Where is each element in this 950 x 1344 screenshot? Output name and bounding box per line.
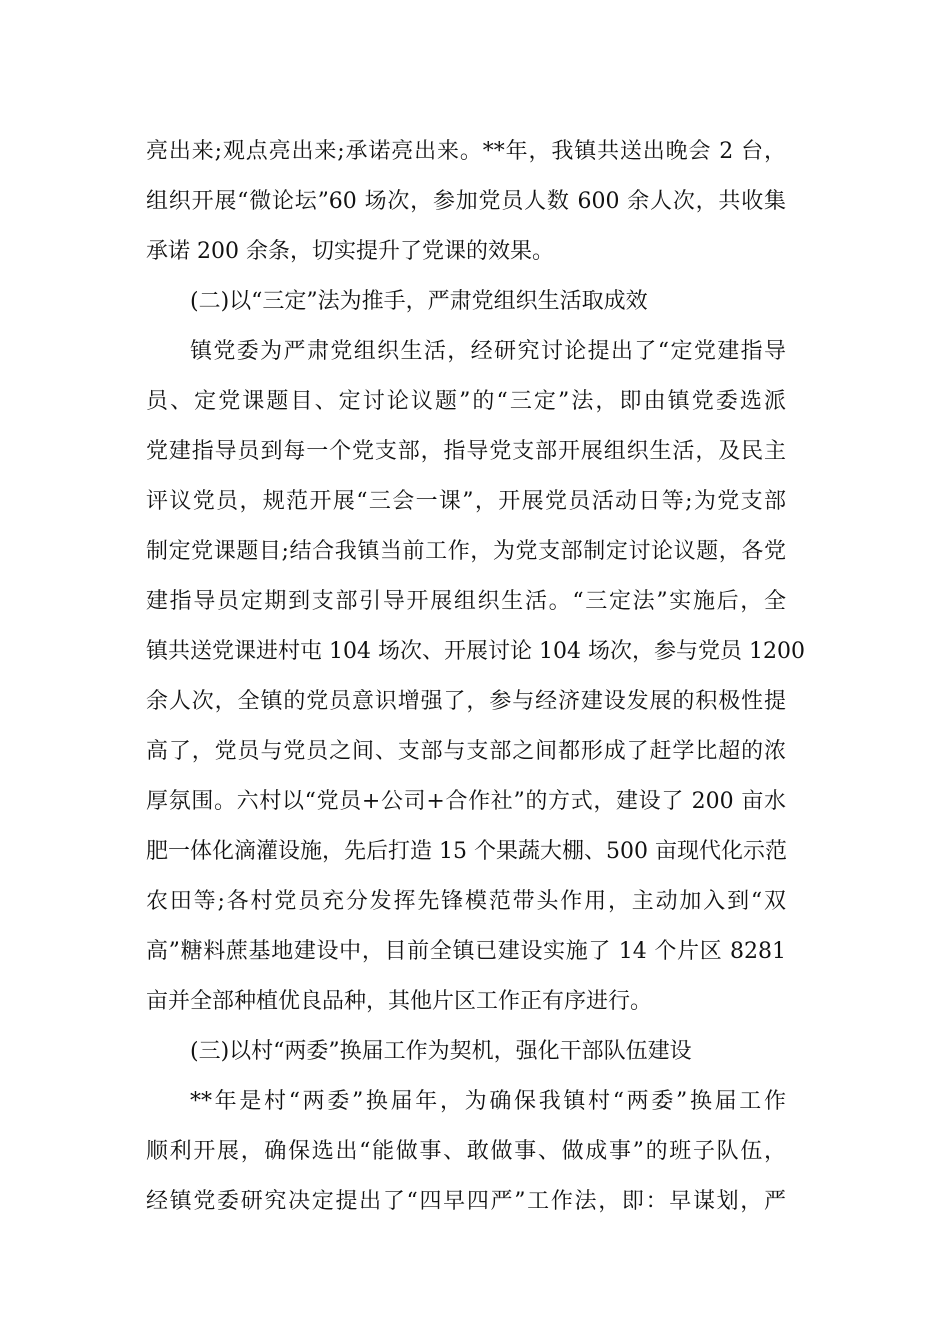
text-line-7: 党建指导员到每一个党支部，指导党支部开展组织生活，及民主: [146, 439, 786, 464]
document-body: [146, 127, 805, 1227]
text-line-2: 组织开展“微论坛”60 场次，参加党员人数 600 余人次，共收集: [146, 189, 786, 214]
text-line-11: 镇共送党课进村屯 104 场次、开展讨论 104 场次，参与党员 1200: [146, 639, 805, 664]
text-line-15: 肥一体化滴灌设施，先后打造 15 个果蔬大棚、500 亩现代化示范: [146, 839, 787, 864]
text-line-8: 评议党员，规范开展“三会一课”，开展党员活动日等;为党支部: [146, 489, 786, 514]
section-heading-3: (三)以村“两委”换届工作为契机，强化干部队伍建设: [190, 1039, 692, 1064]
text-line-9: 制定党课题目;结合我镇当前工作，为党支部制定讨论议题，各党: [146, 539, 786, 564]
text-line-1: 亮出来;观点亮出来;承诺亮出来。**年，我镇共送出晚会 2 台，: [146, 139, 786, 164]
text-line-21: 顺利开展，确保选出“能做事、敢做事、做成事”的班子队伍，: [146, 1139, 786, 1164]
text-line-12: 余人次，全镇的党员意识增强了，参与经济建设发展的积极性提: [146, 689, 786, 714]
text-line-16: 农田等;各村党员充分发挥先锋模范带头作用，主动加入到“双: [146, 889, 786, 914]
text-line-13: 高了，党员与党员之间、支部与支部之间都形成了赶学比超的浓: [146, 739, 786, 764]
text-line-17: 高”糖料蔗基地建设中，目前全镇已建设实施了 14 个片区 8281: [146, 939, 786, 964]
text-line-22: 经镇党委研究决定提出了“四早四严”工作法，即：早谋划，严: [146, 1189, 786, 1214]
text-line-10: 建指导员定期到支部引导开展组织生活。“三定法”实施后，全: [146, 589, 786, 614]
text-line-20: **年是村“两委”换届年，为确保我镇村“两委”换届工作: [190, 1089, 786, 1114]
text-line-5: 镇党委为严肃党组织生活，经研究讨论提出了“定党建指导: [190, 339, 786, 364]
text-line-3: 承诺 200 余条，切实提升了党课的效果。: [146, 239, 554, 264]
text-line-14: 厚氛围。六村以“党员+公司+合作社”的方式，建设了 200 亩水: [146, 789, 786, 814]
section-heading-2: (二)以“三定”法为推手，严肃党组织生活取成效: [190, 289, 648, 314]
text-line-18: 亩并全部种植优良品种，其他片区工作正有序进行。: [146, 989, 653, 1014]
text-line-6: 员、定党课题目、定讨论议题”的“三定”法，即由镇党委选派: [146, 389, 786, 414]
